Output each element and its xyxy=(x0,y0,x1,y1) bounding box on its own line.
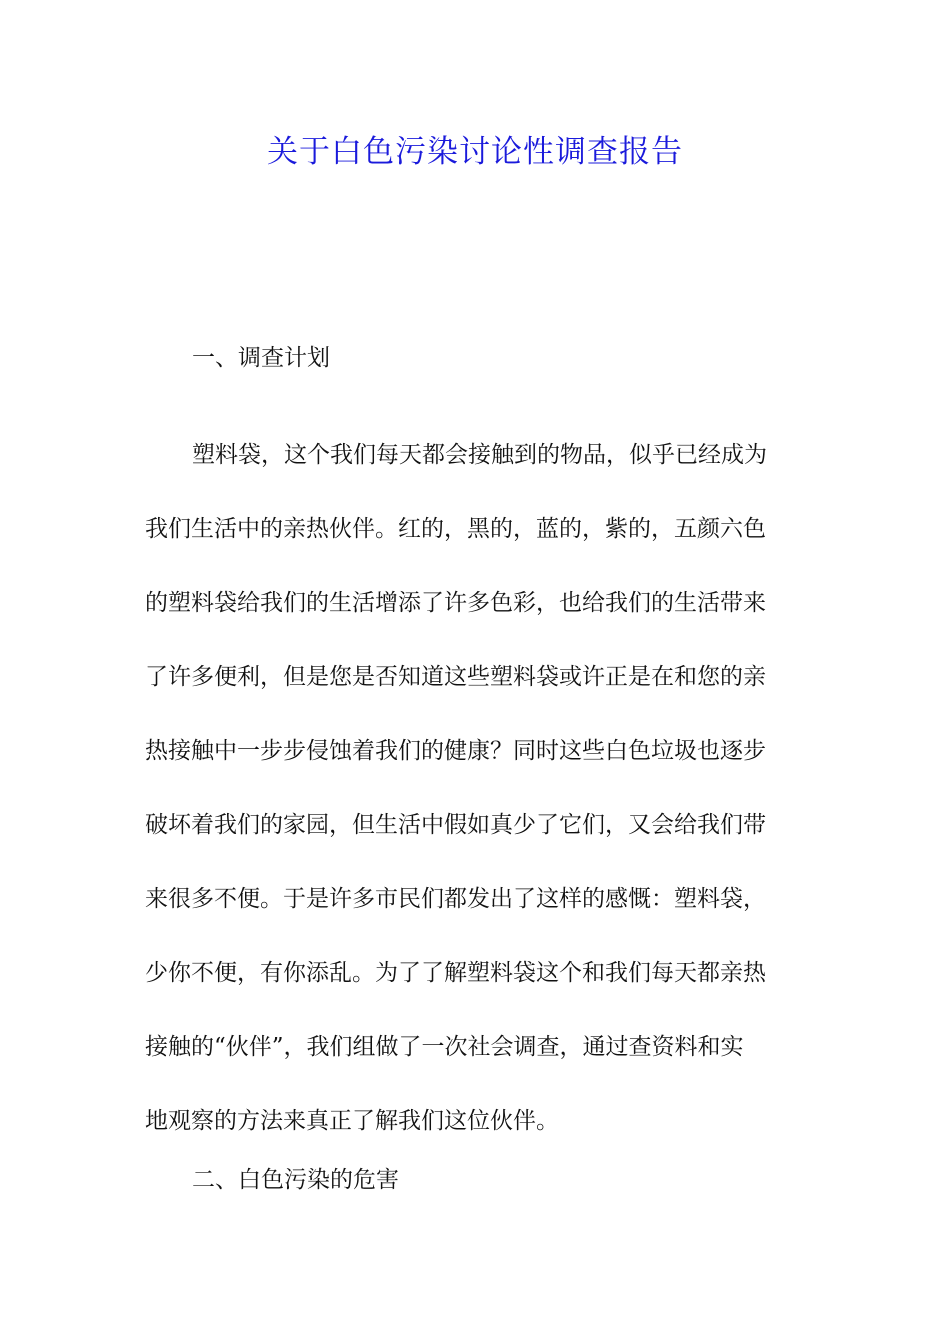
paragraph-line: 我们生活中的亲热伙伴。红的，黑的，蓝的，紫的，五颜六色 xyxy=(145,516,766,542)
paragraph-line: 地观察的方法来真正了解我们这位伙伴。 xyxy=(145,1108,559,1134)
paragraph-line: 接触的“伙伴”，我们组做了一次社会调查，通过查资料和实 xyxy=(145,1034,744,1060)
section-heading-plan: 一、调查计划 xyxy=(192,345,330,371)
section-heading-harm: 二、白色污染的危害 xyxy=(192,1167,399,1193)
paragraph-line: 了许多便利，但是您是否知道这些塑料袋或许正是在和您的亲 xyxy=(145,664,766,690)
paragraph-line: 塑料袋，这个我们每天都会接触到的物品，似乎已经成为 xyxy=(192,442,767,468)
paragraph-line: 热接触中一步步侵蚀着我们的健康？同时这些白色垃圾也逐步 xyxy=(145,738,766,764)
paragraph-line: 的塑料袋给我们的生活增添了许多色彩，也给我们的生活带来 xyxy=(145,590,766,616)
paragraph-line: 少你不便，有你添乱。为了了解塑料袋这个和我们每天都亲热 xyxy=(145,960,766,986)
section-plan-paragraph xyxy=(145,418,805,1158)
document-title: 关于白色污染讨论性调查报告 xyxy=(267,134,683,170)
paragraph-line: 破坏着我们的家园，但生活中假如真少了它们，又会给我们带 xyxy=(145,812,766,838)
paragraph-line: 来很多不便。于是许多市民们都发出了这样的感慨：塑料袋， xyxy=(145,886,766,912)
